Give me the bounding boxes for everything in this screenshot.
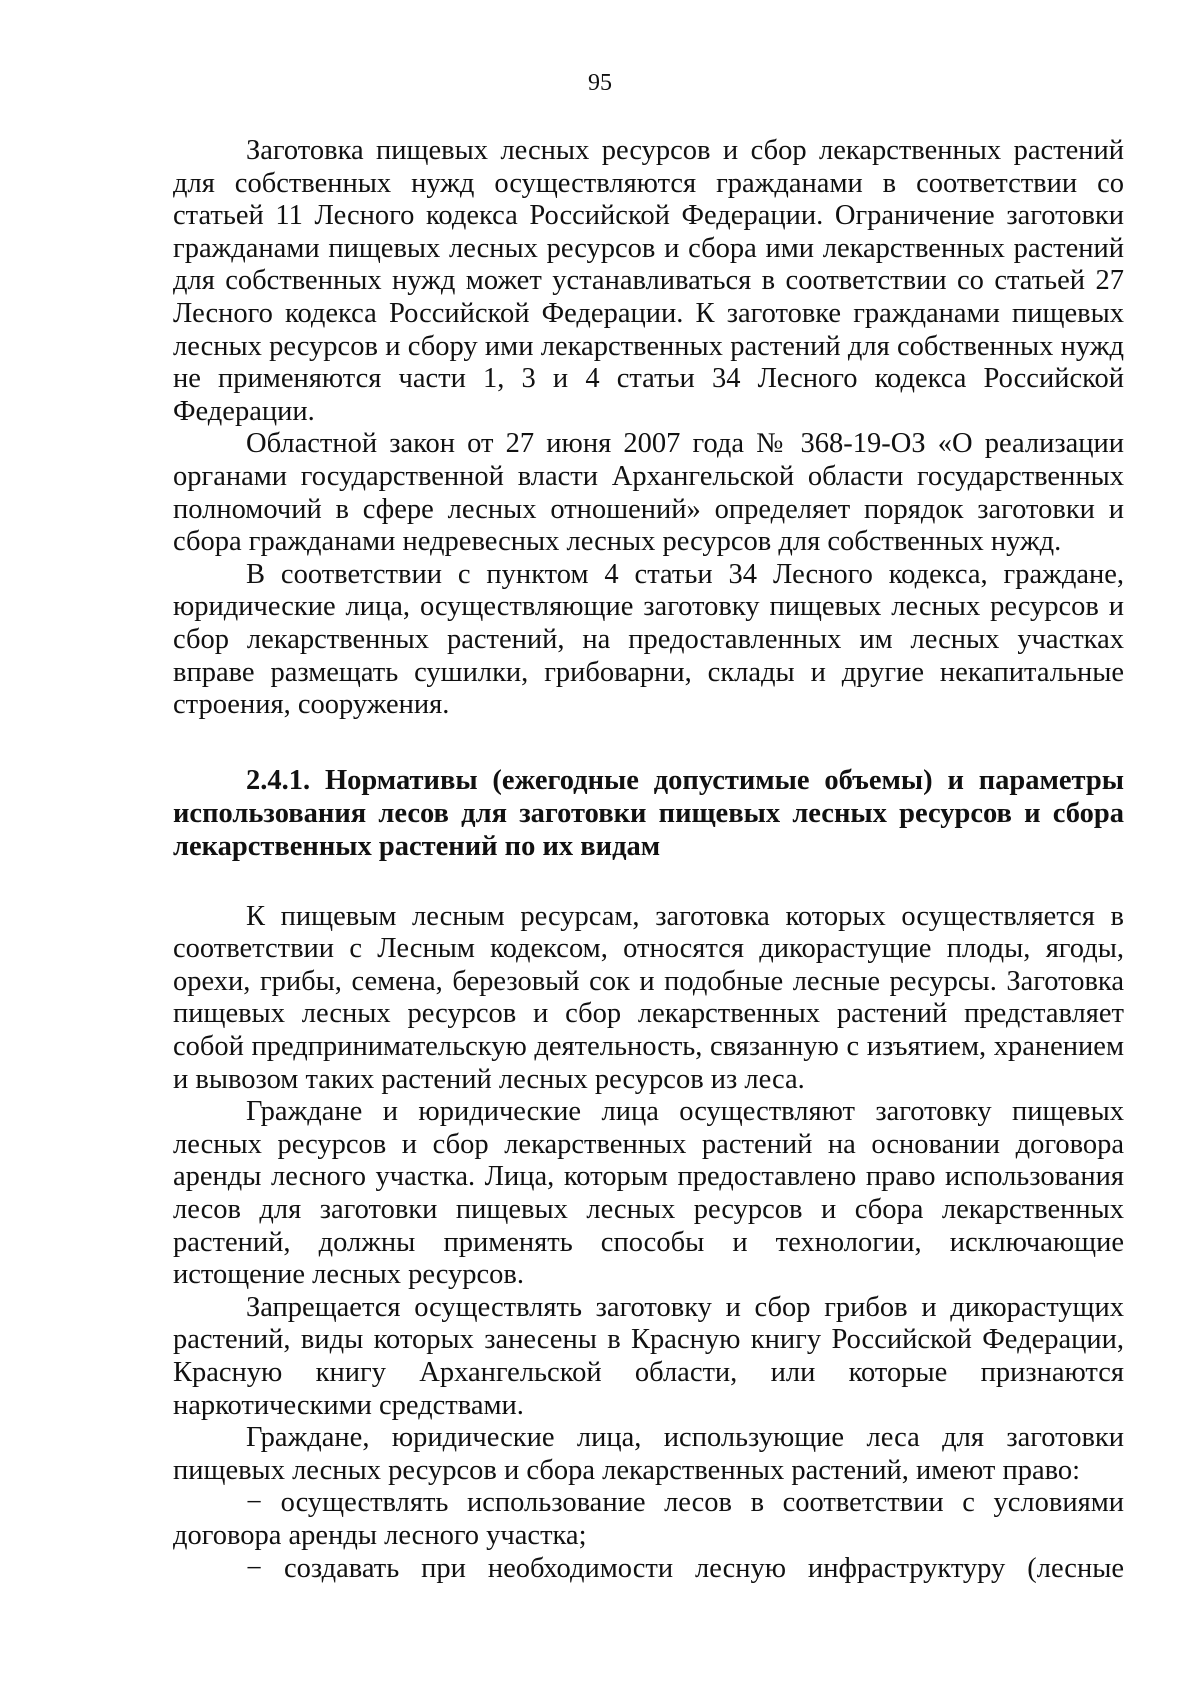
paragraph-drying-facilities: В соответствии с пунктом 4 статьи 34 Лесного кодекса, граждане, юридические лица, осуществляющие заготовку пищевых лесных ресурсов и сбор лекарственных растений, на предоставленных им лесных участках вправе размещать сушилки, грибоварни, склады и другие некапитальные строения, сооружения. [173, 558, 1124, 721]
paragraph-own-needs-harvesting: Заготовка пищевых лесных ресурсов и сбор лекарственных растений для собственных нужд осуществляются гражданами в соответствии со статьей 11 Лесного кодекса Российской Федерации. Ограничение заготовки гражданами пищевых лесных ресурсов и сбора ими лекарственных растений для собственных нужд может устанавливаться в соответствии со статьей 27 Лесного кодекса Российской Федерации. К заготовке гражданами пищевых лесных ресурсов и сбору ими лекарственных растений для собственных нужд не применяются части 1, 3 и 4 статьи 34 Лесного кодекса Российской Федерации. [173, 135, 1124, 427]
page-number: 95 [588, 70, 612, 96]
document-body [173, 135, 1124, 1585]
list-item-use-forests: − осуществлять использование лесов в соответствии с условиями договора аренды лесного участка; [173, 1487, 1124, 1551]
paragraph-lease-basis: Граждане и юридические лица осуществляют заготовку пищевых лесных ресурсов и сбор лекарственных растений на основании договора аренды лесного участка. Лица, которым предоставлено право использования лесов для заготовки пищевых лесных ресурсов и сбора лекарственных растений, должны применять способы и технологии, исключающие истощение лесных ресурсов. [173, 1096, 1124, 1291]
paragraph-regional-law: Областной закон от 27 июня 2007 года № 368-19-ОЗ «О реализации органами государственной власти Архангельской области государственных полномочий в сфере лесных отношений» определяет порядок заготовки и сбора гражданами недревесных лесных ресурсов для собственных нужд. [173, 428, 1124, 558]
paragraph-rights-intro: Граждане, юридические лица, использующие леса для заготовки пищевых лесных ресурсов и сбора лекарственных растений, имеют право: [173, 1422, 1124, 1486]
list-item-create-infrastructure: − создавать при необходимости лесную инфраструктуру (лесные [246, 1552, 1124, 1584]
section-heading: 2.4.1. Нормативы (ежегодные допустимые объемы) и параметры использования лесов для заготовки пищевых лесных ресурсов и сбора лекарственных растений по их видам [173, 764, 1124, 862]
paragraph-prohibition: Запрещается осуществлять заготовку и сбор грибов и дикорастущих растений, виды которых занесены в Красную книгу Российской Федерации, Красную книгу Архангельской области, или которые признаются наркотическими средствами. [173, 1291, 1124, 1421]
paragraph-food-resources-definition: К пищевым лесным ресурсам, заготовка которых осуществляется в соответствии с Лесным кодексом, относятся дикорастущие плоды, ягоды, орехи, грибы, семена, березовый сок и подобные лесные ресурсы. Заготовка пищевых лесных ресурсов и сбор лекарственных растений представляет собой предпринимательскую деятельность, связанную с изъятием, хранением и вывозом таких растений лесных ресурсов из леса. [173, 900, 1124, 1095]
